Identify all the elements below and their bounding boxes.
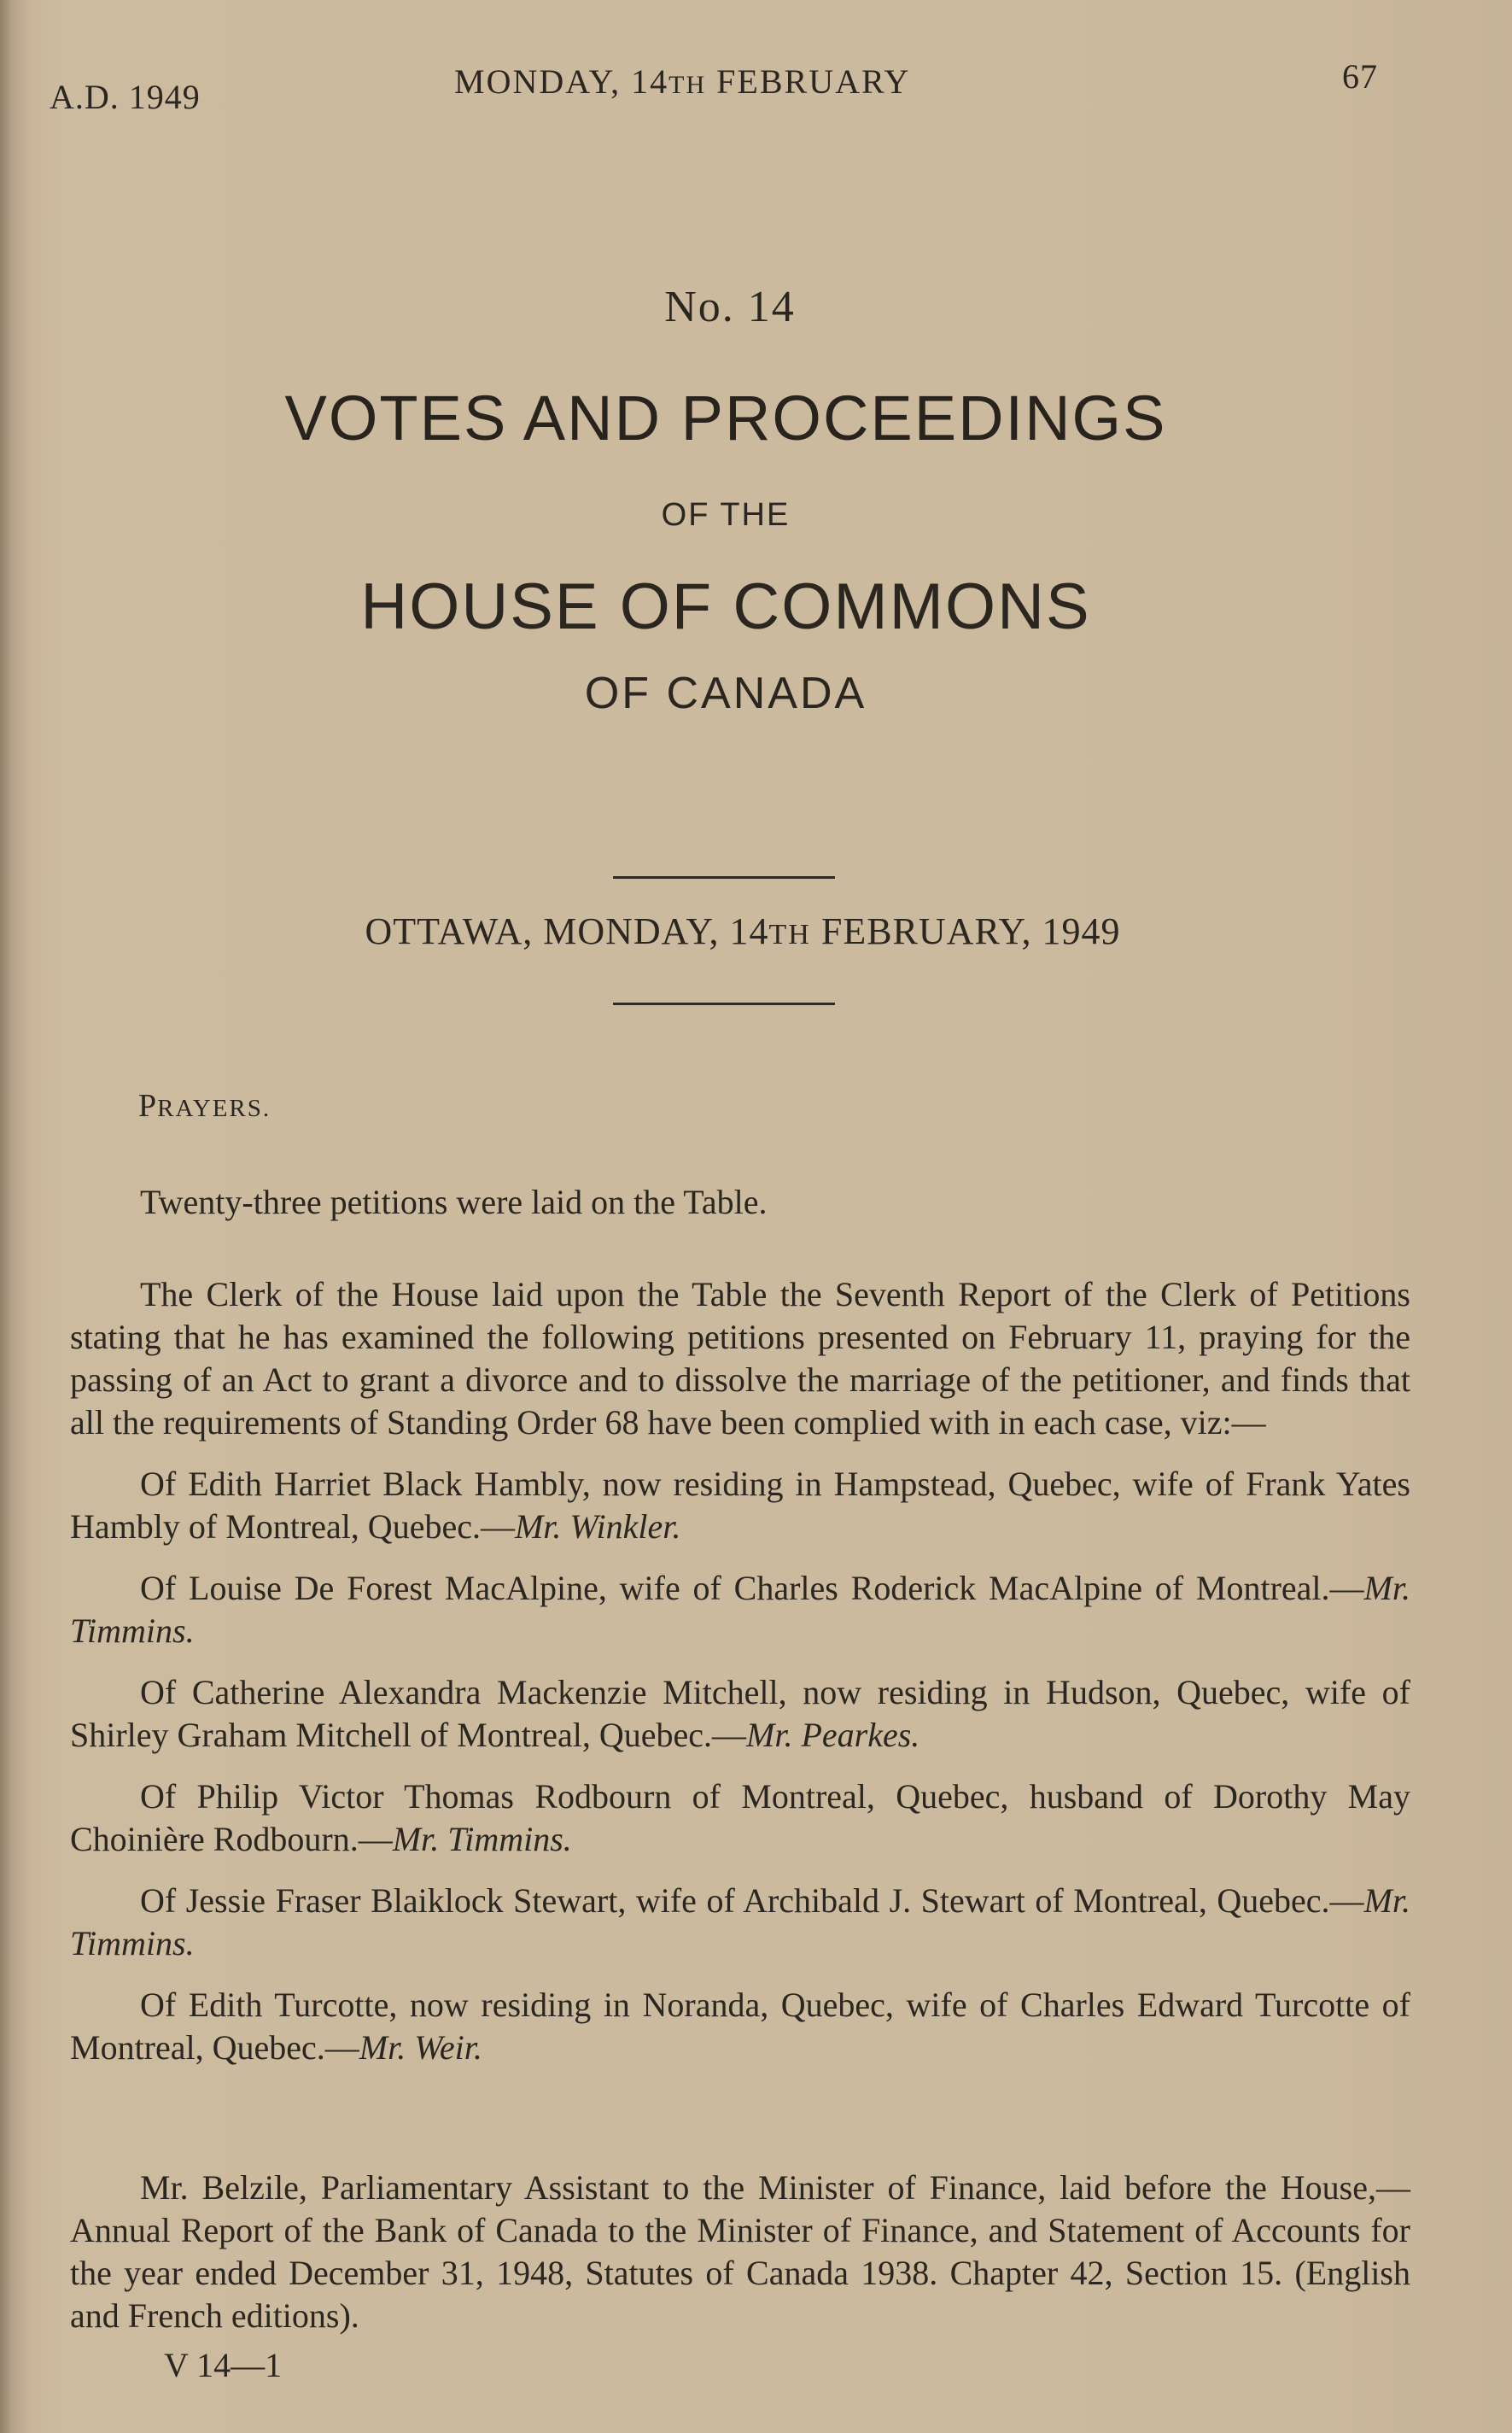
header-date [454,61,910,102]
petition-text: Of Catherine Alexandra Mackenzie Mitchell, now residing in Hudson, Quebec, wife of Shirley Graham Mitchell of Montreal, Quebec.— [70,1673,1410,1754]
title-block [0,282,1451,719]
petition-member: Mr. Timmins. [70,1881,1410,1962]
issue-number: No. 14 [664,283,796,331]
petition-text: Of Louise De Forest MacAlpine, wife of Charles Roderick MacAlpine of Montreal.— [140,1569,1364,1607]
petition-member: Mr. Timmins. [392,1820,572,1858]
petition-text: Of Edith Turcotte, now residing in Noranda, Quebec, wife of Charles Edward Turcotte of Montreal, Quebec.— [70,1986,1410,2067]
header-date-month: FEBRUARY [706,62,911,101]
petition-member: Mr. Timmins. [70,1569,1410,1650]
header-date-day: MONDAY, 14 [454,62,669,101]
petition-text: Of Jessie Fraser Blaiklock Stewart, wife of Archibald J. Stewart of Montreal, Quebec.— [140,1881,1364,1920]
petition-member: Mr. Weir. [359,2028,482,2067]
petition-member: Mr. Winkler. [514,1507,681,1546]
dateline-suffix: TH [768,919,811,950]
header-date-suffix: TH [668,71,707,99]
petitions-laid: Twenty-three petitions were laid on the Table. [140,1183,768,1221]
belzile-report: Mr. Belzile, Parliamentary Assistant to the Minister of Finance, laid before the House,—Annual Report of the Bank of Canada to the Minister of Finance, and Statement of Accounts for the year ended December 31, 1948, Statutes of Canada 1938. Chapter 42, Section 15. (English and French editions). [70,2168,1410,2335]
signature-mark: V 14—1 [164,2346,283,2384]
prayers-rest: RAYERS. [157,1095,271,1122]
header-year: A.D. 1949 [50,78,201,116]
divider-top [613,876,835,879]
petition-member: Mr. Pearkes. [746,1716,920,1754]
prayers-heading [138,1085,1410,1130]
clerk-report: The Clerk of the House laid upon the Table the Seventh Report of the Clerk of Petitions stating that he has examined the following petitions presented on February 11, praying for the passing of an Act to grant a divorce and to dissolve the marriage of the petitioner, and finds that all the requirements of Standing Order 68 have been complied with in each case, viz:— [70,1275,1410,1442]
petition-text: Of Edith Harriet Black Hambly, now residing in Hampstead, Quebec, wife of Frank Yates Hambly of Montreal, Quebec.— [70,1465,1410,1546]
petition-item [70,1567,1410,1652]
dateline [0,909,1486,953]
title-of-canada: OF CANADA [584,669,867,718]
title-votes-and-proceedings: VOTES AND PROCEEDINGS [284,383,1167,453]
petition-item [70,1984,1410,2069]
petition-item [70,1463,1410,1548]
prayers-initial: P [138,1088,158,1124]
dateline-month-year: FEBRUARY, 1949 [810,910,1121,952]
petition-text: Of Philip Victor Thomas Rodbourn of Montreal, Quebec, husband of Dorothy May Choinière Rodbourn.— [70,1777,1410,1858]
title-house-of-commons: HOUSE OF COMMONS [360,570,1091,643]
proceedings-body [70,1085,1410,2387]
running-head [0,53,1512,116]
divider-bottom [613,1003,835,1005]
title-of-the: OF THE [661,497,791,533]
petition-item [70,1880,1410,1965]
petition-item [70,1671,1410,1757]
petition-item [70,1775,1410,1861]
dateline-day: OTTAWA, MONDAY, 14 [365,910,769,952]
page-number: 67 [1342,57,1378,96]
